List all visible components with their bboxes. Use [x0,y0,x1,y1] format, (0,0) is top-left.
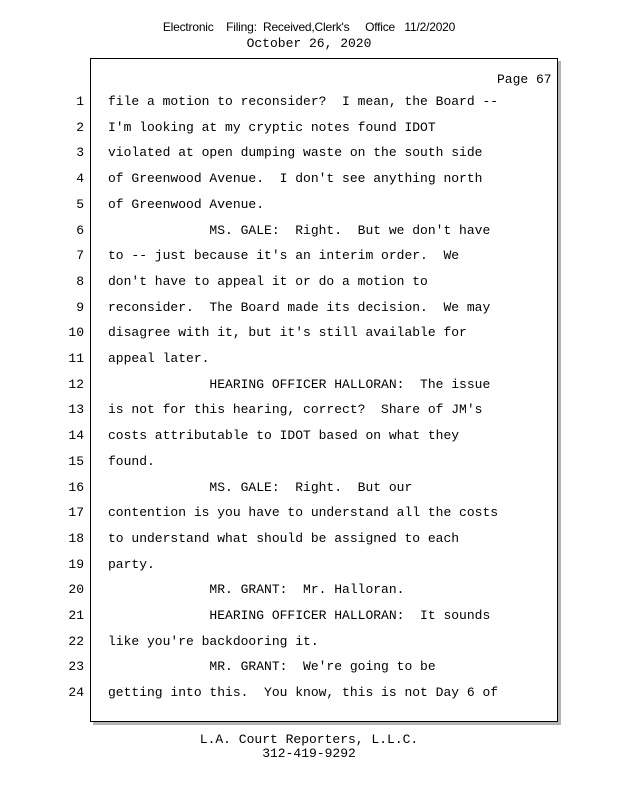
transcript-line: of Greenwood Avenue. [108,197,265,212]
line-number: 1 [76,94,84,109]
line-number: 15 [68,454,84,469]
line-number: 24 [68,685,84,700]
transcript-line: disagree with it, but it's still available for [108,325,467,340]
line-number: 17 [68,505,84,520]
line-number: 19 [68,557,84,572]
transcript-date: October 26, 2020 [246,36,372,51]
transcript-line: HEARING OFFICER HALLORAN: It sounds [108,608,491,623]
line-number: 18 [68,531,84,546]
transcript-line: reconsider. The Board made its decision. We may [108,300,491,315]
transcript-line: I'm looking at my cryptic notes found IDOT [108,120,436,135]
reporter-company: L.A. Court Reporters, L.L.C. [199,732,419,747]
line-number: 21 [68,608,84,623]
line-number: 9 [76,300,84,315]
line-number: 23 [68,659,84,674]
line-number: 20 [68,582,84,597]
line-number: 16 [68,480,84,495]
line-number: 11 [68,351,84,366]
transcript-line: of Greenwood Avenue. I don't see anything north [108,171,483,186]
transcript-line: found. [108,454,155,469]
line-number: 13 [68,402,84,417]
transcript-line: HEARING OFFICER HALLORAN: The issue [108,377,491,392]
line-number: 5 [76,197,84,212]
transcript-line: file a motion to reconsider? I mean, the Board -- [108,94,499,109]
line-number: 22 [68,634,84,649]
transcript-line: MR. GRANT: We're going to be [108,659,436,674]
transcript-line: violated at open dumping waste on the south side [108,145,483,160]
transcript-line: costs attributable to IDOT based on what they [108,428,460,443]
transcript-line: contention is you have to understand all the costs [108,505,499,520]
line-number: 4 [76,171,84,186]
transcript-line: party. [108,557,155,572]
line-number: 3 [76,145,84,160]
transcript-line: MS. GALE: Right. But we don't have [108,223,491,238]
transcript-line: getting into this. You know, this is not Day 6 of [108,685,499,700]
transcript-line: MS. GALE: Right. But our [108,480,413,495]
transcript-line: is not for this hearing, correct? Share of JM's [108,402,483,417]
transcript-line: don't have to appeal it or do a motion to [108,274,428,289]
line-number: 14 [68,428,84,443]
transcript-line: appeal later. [108,351,210,366]
line-number: 12 [68,377,84,392]
line-number: 6 [76,223,84,238]
transcript-line: to understand what should be assigned to each [108,531,460,546]
line-number: 2 [76,120,84,135]
reporter-phone: 312-419-9292 [262,746,356,761]
transcript-line: like you're backdooring it. [108,634,319,649]
transcript-line: MR. GRANT: Mr. Halloran. [108,582,405,597]
line-number: 10 [68,325,84,340]
line-number: 7 [76,248,84,263]
line-number: 8 [76,274,84,289]
page-number: Page 67 [497,72,552,87]
transcript-line: to -- just because it's an interim order. We [108,248,460,263]
filing-stamp: Electronic Filing: Received,Clerk's Office 11/2/2020 [162,20,456,34]
